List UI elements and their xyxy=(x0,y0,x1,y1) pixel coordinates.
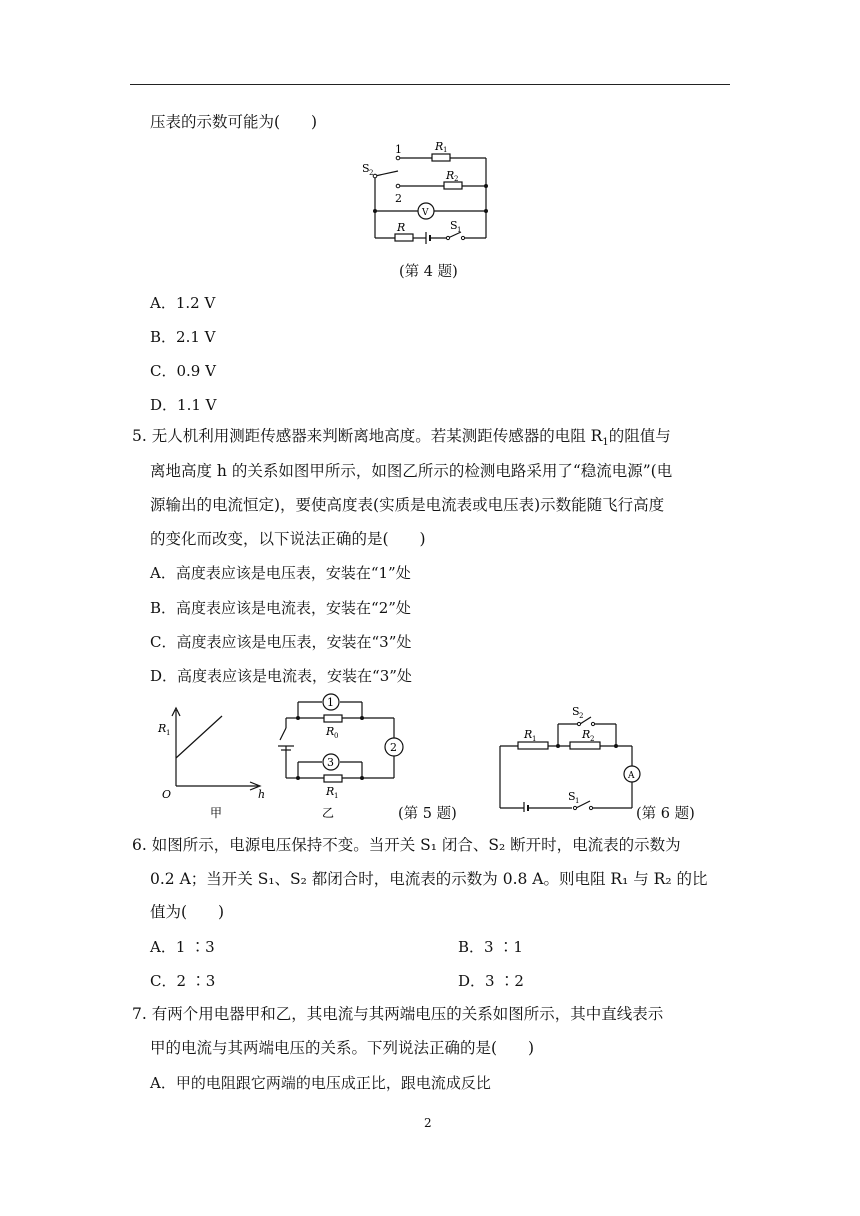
q5-graph-xlabel: h xyxy=(258,788,266,801)
q4-s1-sub: 1 xyxy=(457,226,462,234)
q7-stem-line-2: 甲的电流与其两端电压的关系。下列说法正确的是( ) xyxy=(150,1039,535,1057)
q6-r1-sub: 1 xyxy=(532,735,537,743)
q6-s1-label: S xyxy=(568,790,576,803)
q6-ammeter-label: A xyxy=(628,771,635,781)
q4-voltmeter-label: V xyxy=(422,208,429,218)
q5-graph-caption: 甲 xyxy=(210,806,223,820)
q6-caption: (第 6 题) xyxy=(636,806,695,822)
q6-s2-label: S xyxy=(572,705,580,718)
q5-stem-line-2: 离地高度 h 的关系如图甲所示，如图乙所示的检测电路采用了“稳流电源”(电 xyxy=(150,462,673,480)
q6-stem-line-3: 值为( ) xyxy=(150,903,225,921)
q4-option-d: D．1.1 V xyxy=(150,396,217,414)
q4-s2-sub: 2 xyxy=(369,169,374,177)
q5-stem-line-4: 的变化而改变，以下说法正确的是( ) xyxy=(150,530,426,548)
q6-s1-sub: 1 xyxy=(575,797,580,805)
q5-option-b: B．高度表应该是电流表，安装在“2”处 xyxy=(150,599,411,617)
q5-graph-jia xyxy=(152,702,282,822)
q6-option-b: B．3 ∶1 xyxy=(458,938,523,956)
q5-caption: (第 5 题) xyxy=(398,806,457,822)
q6-r2-label: R xyxy=(582,728,591,741)
q7-option-a: A．甲的电阻跟它两端的电压成正比，跟电流成反比 xyxy=(150,1074,491,1092)
q4-caption: (第 4 题) xyxy=(399,264,458,280)
page-number: 2 xyxy=(424,1116,432,1130)
q5-option-c: C．高度表应该是电压表，安装在“3”处 xyxy=(150,633,412,651)
q5-graph-ylabel: R xyxy=(158,722,167,735)
q4-s2-label: S xyxy=(362,162,370,175)
q4-r2-label: R xyxy=(446,169,455,182)
q4-s1-label: S xyxy=(450,219,458,232)
q5-circuit-yi xyxy=(266,688,406,823)
q4-option-a: A．1.2 V xyxy=(150,294,216,312)
q6-s2-sub: 2 xyxy=(579,712,584,720)
q6-option-c: C．2 ∶3 xyxy=(150,972,216,990)
q5-r0-sub: 0 xyxy=(334,732,339,740)
q4-r-label: R xyxy=(397,221,406,234)
q5-r1-sub: 1 xyxy=(334,792,339,800)
q5-stem-line-1: 5. 无人机利用测距传感器来判断离地高度。若某测距传感器的电阻 $R_1$的阻值与 xyxy=(132,427,671,449)
q5-r0-label: R xyxy=(326,725,335,738)
q5-meter-1: 1 xyxy=(327,696,334,709)
q6-r2-sub: 2 xyxy=(590,735,595,743)
q5-meter-2: 2 xyxy=(390,741,397,754)
q6-stem-line-1: 6. 如图所示，电源电压保持不变。当开关 S₁ 闭合、S₂ 断开时，电流表的示数为 xyxy=(132,836,681,854)
q4-r2-sub: 2 xyxy=(454,175,459,183)
q5-r1-label: R xyxy=(326,785,335,798)
q4-r1-label: R xyxy=(435,140,444,153)
q5-option-d: D．高度表应该是电流表，安装在“3”处 xyxy=(150,667,412,685)
q4-node1-label: 1 xyxy=(395,143,402,156)
q6-option-d: D．3 ∶2 xyxy=(458,972,524,990)
q4-r1-sub: 1 xyxy=(443,146,448,154)
q6-option-a: A．1 ∶3 xyxy=(150,938,215,956)
q7-stem-line-1: 7. 有两个用电器甲和乙，其电流与其两端电压的关系如图所示，其中直线表示 xyxy=(132,1005,664,1023)
q4-stem-tail: 压表的示数可能为( ) xyxy=(150,113,318,131)
q4-option-c: C．0.9 V xyxy=(150,362,216,380)
q6-r1-label: R xyxy=(524,728,533,741)
q5-stem-line-3: 源输出的电流恒定)，要使高度表(实质是电流表或电压表)示数能随飞行高度 xyxy=(150,496,665,514)
q4-option-b: B．2.1 V xyxy=(150,328,216,346)
q4-circuit-diagram xyxy=(360,138,500,248)
q5-circuit-caption: 乙 xyxy=(322,806,335,820)
q5-graph-ysub: 1 xyxy=(166,729,171,737)
q6-stem-line-2: 0.2 A；当开关 S₁、S₂ 都闭合时，电流表的示数为 0.8 A。则电阻 R₁ 与 R₂ 的比 xyxy=(150,870,708,888)
q5-option-a: A．高度表应该是电压表，安装在“1”处 xyxy=(150,564,411,582)
q4-node2-label: 2 xyxy=(395,192,402,205)
q5-meter-3: 3 xyxy=(327,756,334,769)
q6-circuit-diagram xyxy=(494,700,644,812)
header-rule xyxy=(130,84,730,85)
q5-graph-origin: O xyxy=(162,788,172,801)
